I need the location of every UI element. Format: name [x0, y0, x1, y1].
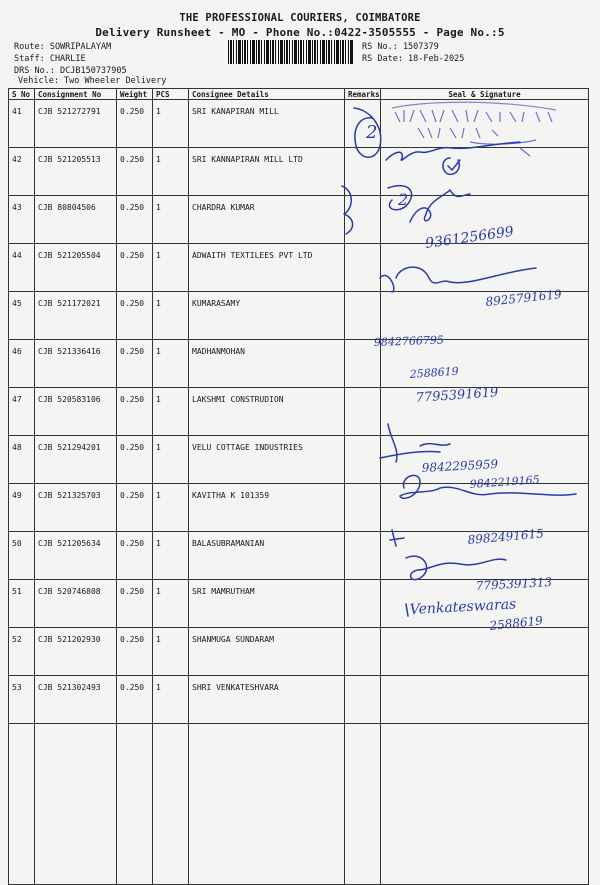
serial-number: 48 — [9, 436, 35, 484]
serial-number: 44 — [9, 244, 35, 292]
pieces-count: 1 — [153, 244, 189, 292]
weight-value: 0.250 — [117, 244, 153, 292]
handwritten-phone: 7795391619 — [415, 385, 499, 406]
seal-signature-cell — [381, 196, 589, 244]
consignment-number: CJB 521294201 — [35, 436, 117, 484]
handwritten-phone: 8925791619 — [484, 287, 563, 309]
serial-number: 42 — [9, 148, 35, 196]
consignment-number: CJB 521202930 — [35, 628, 117, 676]
table-row — [9, 148, 589, 196]
runsheet-subtitle: Delivery Runsheet - MO - Phone No.:0422-3505555 - Page No.:5 — [95, 26, 505, 39]
seal-signature-cell — [381, 580, 589, 628]
weight-value: 0.250 — [117, 436, 153, 484]
table-row — [9, 388, 589, 436]
seal-signature-cell — [381, 292, 589, 340]
consignee-details: BALASUBRAMANIAN — [189, 532, 345, 580]
table-header — [9, 89, 589, 100]
route-label: Route: SOWRIPALAYAM — [14, 42, 112, 52]
weight-value: 0.250 — [117, 532, 153, 580]
table-row — [9, 196, 589, 244]
remarks-cell — [345, 676, 381, 724]
remarks-cell — [345, 484, 381, 532]
col-header: Consignment No — [35, 89, 117, 100]
handwritten-remark: 2 — [366, 122, 378, 143]
delivery-table — [8, 88, 589, 885]
col-header: Weight — [117, 89, 153, 100]
table-row — [9, 628, 589, 676]
table-row — [9, 292, 589, 340]
pieces-count: 1 — [153, 148, 189, 196]
seal-signature-cell — [381, 676, 589, 724]
handwritten-phone: 9842219165 — [469, 473, 541, 491]
consignment-number: CJB 521205504 — [35, 244, 117, 292]
remarks-cell — [345, 100, 381, 148]
consignee-details: ADWAITH TEXTILEES PVT LTD — [189, 244, 345, 292]
seal-signature-cell — [381, 628, 589, 676]
drs-number: DRS No.: DCJB150737905 — [14, 66, 127, 76]
consignment-number: CJB 521205634 — [35, 532, 117, 580]
table-row — [9, 100, 589, 148]
consignment-number: CJB 521336416 — [35, 340, 117, 388]
seal-signature-cell — [381, 244, 589, 292]
weight-value: 0.250 — [117, 580, 153, 628]
handwritten-phone: 8982491615 — [467, 526, 545, 547]
empty-row — [9, 724, 589, 885]
remarks-cell — [345, 436, 381, 484]
handwritten-phone: 9842766795 — [373, 333, 445, 349]
table-row — [9, 580, 589, 628]
rs-number: RS No.: 1507379 — [362, 42, 439, 52]
col-header: Remarks — [345, 89, 381, 100]
table-row — [9, 340, 589, 388]
pieces-count: 1 — [153, 340, 189, 388]
remarks-cell — [345, 532, 381, 580]
remarks-cell — [345, 148, 381, 196]
consignment-number: CJB 80804506 — [35, 196, 117, 244]
consignee-details: VELU COTTAGE INDUSTRIES — [189, 436, 345, 484]
consignee-details: SRI KANAPIRAN MILL — [189, 100, 345, 148]
remarks-cell — [345, 580, 381, 628]
seal-signature-cell — [381, 388, 589, 436]
seal-signature-cell — [381, 148, 589, 196]
weight-value: 0.250 — [117, 148, 153, 196]
handwritten-phone: 7795391313 — [475, 575, 553, 593]
serial-number: 47 — [9, 388, 35, 436]
consignee-details: MADHANMOHAN — [189, 340, 345, 388]
col-header: Consignee Details — [189, 89, 345, 100]
pieces-count: 1 — [153, 580, 189, 628]
rs-date: RS Date: 18-Feb-2025 — [362, 54, 465, 64]
pieces-count: 1 — [153, 532, 189, 580]
pieces-count: 1 — [153, 196, 189, 244]
serial-number: 51 — [9, 580, 35, 628]
serial-number: 50 — [9, 532, 35, 580]
pieces-count: 1 — [153, 676, 189, 724]
consignee-details: KUMARASAMY — [189, 292, 345, 340]
handwritten-phone: 9361256699 — [424, 223, 515, 252]
consignment-number: CJB 521205513 — [35, 148, 117, 196]
weight-value: 0.250 — [117, 292, 153, 340]
staff-label: Staff: CHARLIE — [14, 54, 86, 64]
table-row — [9, 436, 589, 484]
pieces-count: 1 — [153, 484, 189, 532]
weight-value: 0.250 — [117, 340, 153, 388]
pieces-count: 1 — [153, 388, 189, 436]
serial-number: 46 — [9, 340, 35, 388]
col-header: S No — [9, 89, 35, 100]
pieces-count: 1 — [153, 436, 189, 484]
consignment-number: CJB 521272791 — [35, 100, 117, 148]
consignment-number: CJB 520583106 — [35, 388, 117, 436]
handwritten-name: Venkateswaras — [409, 596, 517, 618]
consignment-number: CJB 521302493 — [35, 676, 117, 724]
col-header: PCS — [153, 89, 189, 100]
consignee-details: SHRI VENKATESHVARA — [189, 676, 345, 724]
remarks-cell — [345, 628, 381, 676]
serial-number: 45 — [9, 292, 35, 340]
seal-signature-cell — [381, 532, 589, 580]
seal-signature-cell — [381, 484, 589, 532]
remarks-cell — [345, 244, 381, 292]
remarks-cell — [345, 388, 381, 436]
consignee-details: CHARDRA KUMAR — [189, 196, 345, 244]
consignment-number: CJB 520746808 — [35, 580, 117, 628]
weight-value: 0.250 — [117, 196, 153, 244]
pieces-count: 1 — [153, 628, 189, 676]
consignee-details: SRI KANNAPIRAN MILL LTD — [189, 148, 345, 196]
table-row — [9, 244, 589, 292]
handwritten-phone: 2588619 — [409, 364, 460, 381]
remarks-cell — [345, 292, 381, 340]
weight-value: 0.250 — [117, 628, 153, 676]
vehicle-label: Vehicle: Two Wheeler Delivery — [18, 76, 167, 86]
weight-value: 0.250 — [117, 388, 153, 436]
pieces-count: 1 — [153, 100, 189, 148]
seal-signature-cell — [381, 436, 589, 484]
serial-number: 53 — [9, 676, 35, 724]
handwritten-phone: 9842295959 — [421, 457, 499, 475]
serial-number: 43 — [9, 196, 35, 244]
consignee-details: SHANMUGA SUNDARAM — [189, 628, 345, 676]
weight-value: 0.250 — [117, 100, 153, 148]
company-title: THE PROFESSIONAL COURIERS, COIMBATORE — [179, 12, 421, 24]
serial-number: 49 — [9, 484, 35, 532]
handwritten-remark: 2 — [398, 190, 409, 209]
consignee-details: KAVITHA K 101359 — [189, 484, 345, 532]
consignee-details: SRI MAMRUTHAM — [189, 580, 345, 628]
consignee-details: LAKSHMI CONSTRUDION — [189, 388, 345, 436]
barcode — [228, 40, 354, 64]
seal-signature-cell — [381, 340, 589, 388]
consignment-number: CJB 521172021 — [35, 292, 117, 340]
serial-number: 52 — [9, 628, 35, 676]
remarks-cell — [345, 340, 381, 388]
table-row — [9, 532, 589, 580]
pieces-count: 1 — [153, 292, 189, 340]
remarks-cell — [345, 196, 381, 244]
weight-value: 0.250 — [117, 676, 153, 724]
weight-value: 0.250 — [117, 484, 153, 532]
consignment-number: CJB 521325703 — [35, 484, 117, 532]
col-header: Seal & Signature — [381, 89, 589, 100]
seal-signature-cell — [381, 100, 589, 148]
handwritten-phone: 2588619 — [488, 613, 544, 633]
table-row — [9, 676, 589, 724]
serial-number: 41 — [9, 100, 35, 148]
table-row — [9, 484, 589, 532]
